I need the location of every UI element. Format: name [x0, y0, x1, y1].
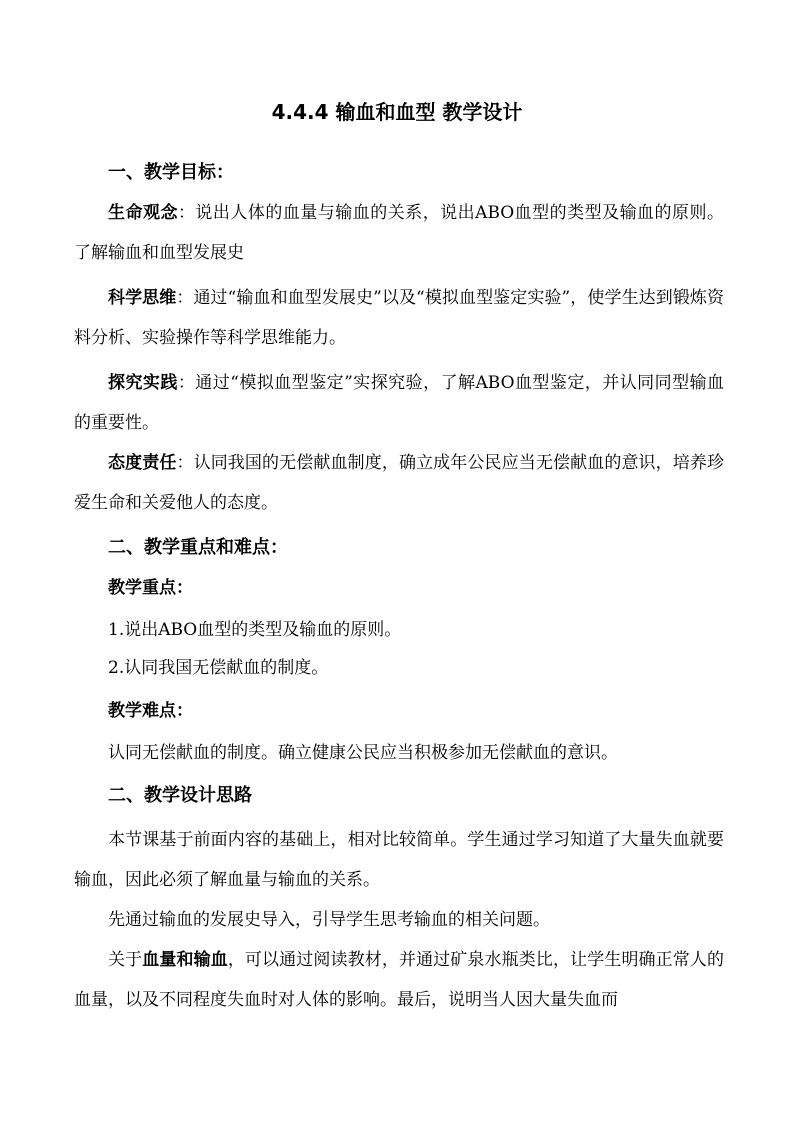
- difficulty-label: 教学难点：: [108, 701, 193, 721]
- objective-lead: 科学思维: [108, 288, 177, 308]
- objective-text: ：通过“输血和血型发展史”以及“模拟血型鉴定实验”，使学生达到锻炼资料分析、实验操作等科学思维能力。: [74, 288, 725, 348]
- key-point-item: 2.认同我国无偿献血的制度。: [108, 658, 329, 678]
- paragraph-emphasis: 血量和输血: [142, 950, 228, 970]
- key-points-label: 教学重点：: [108, 578, 193, 598]
- difficulty-text: 认同无偿献血的制度。确立健康公民应当积极参加无偿献血的意识。: [108, 743, 618, 763]
- objective-life-concept: [74, 193, 724, 273]
- objective-attitude-responsibility: [74, 443, 724, 523]
- objective-lead: 态度责任: [108, 453, 177, 473]
- section-heading-design-ideas: 二、教学设计思路: [108, 785, 252, 806]
- objective-text: ：说出人体的血量与输血的关系，说出ABO血型的类型及输血的原则。了解输血和血型发展史: [74, 203, 724, 263]
- paragraph-text: ，可以通过阅读教材，并通过矿泉水瓶类比，让学生明确正常人的血量，以及不同程度失血时对人体的影响。最后，说明当人因大量失血而: [74, 950, 725, 1010]
- document-title: 4.4.4 输血和血型 教学设计: [271, 100, 523, 124]
- objective-scientific-thinking: [74, 278, 724, 358]
- section-heading-key-points: 二、教学重点和难点：: [108, 537, 288, 558]
- design-paragraph-3: [74, 940, 724, 1020]
- design-paragraph-2: 先通过输血的发展史导入，引导学生思考输血的相关问题。: [108, 910, 550, 930]
- design-paragraph-1: 本节课基于前面内容的基础上，相对比较简单。学生通过学习知道了大量失血就要输血，因此必须了解血量与输血的关系。: [74, 830, 724, 890]
- objective-text: ：通过“模拟血型鉴定”实探究验，了解ABO血型鉴定，并认同同型输血的重要性。: [74, 373, 725, 433]
- paragraph-text: 关于: [108, 950, 143, 970]
- objective-text: ：认同我国的无偿献血制度，确立成年公民应当无偿献血的意识，培养珍爱生命和关爱他人的态度。: [74, 453, 725, 513]
- objective-inquiry-practice: [74, 363, 724, 443]
- objective-lead: 生命观念: [108, 203, 178, 223]
- objective-lead: 探究实践: [108, 373, 178, 393]
- key-point-item: 1.说出ABO血型的类型及输血的原则。: [108, 620, 402, 640]
- section-heading-objectives: 一、教学目标：: [108, 162, 234, 183]
